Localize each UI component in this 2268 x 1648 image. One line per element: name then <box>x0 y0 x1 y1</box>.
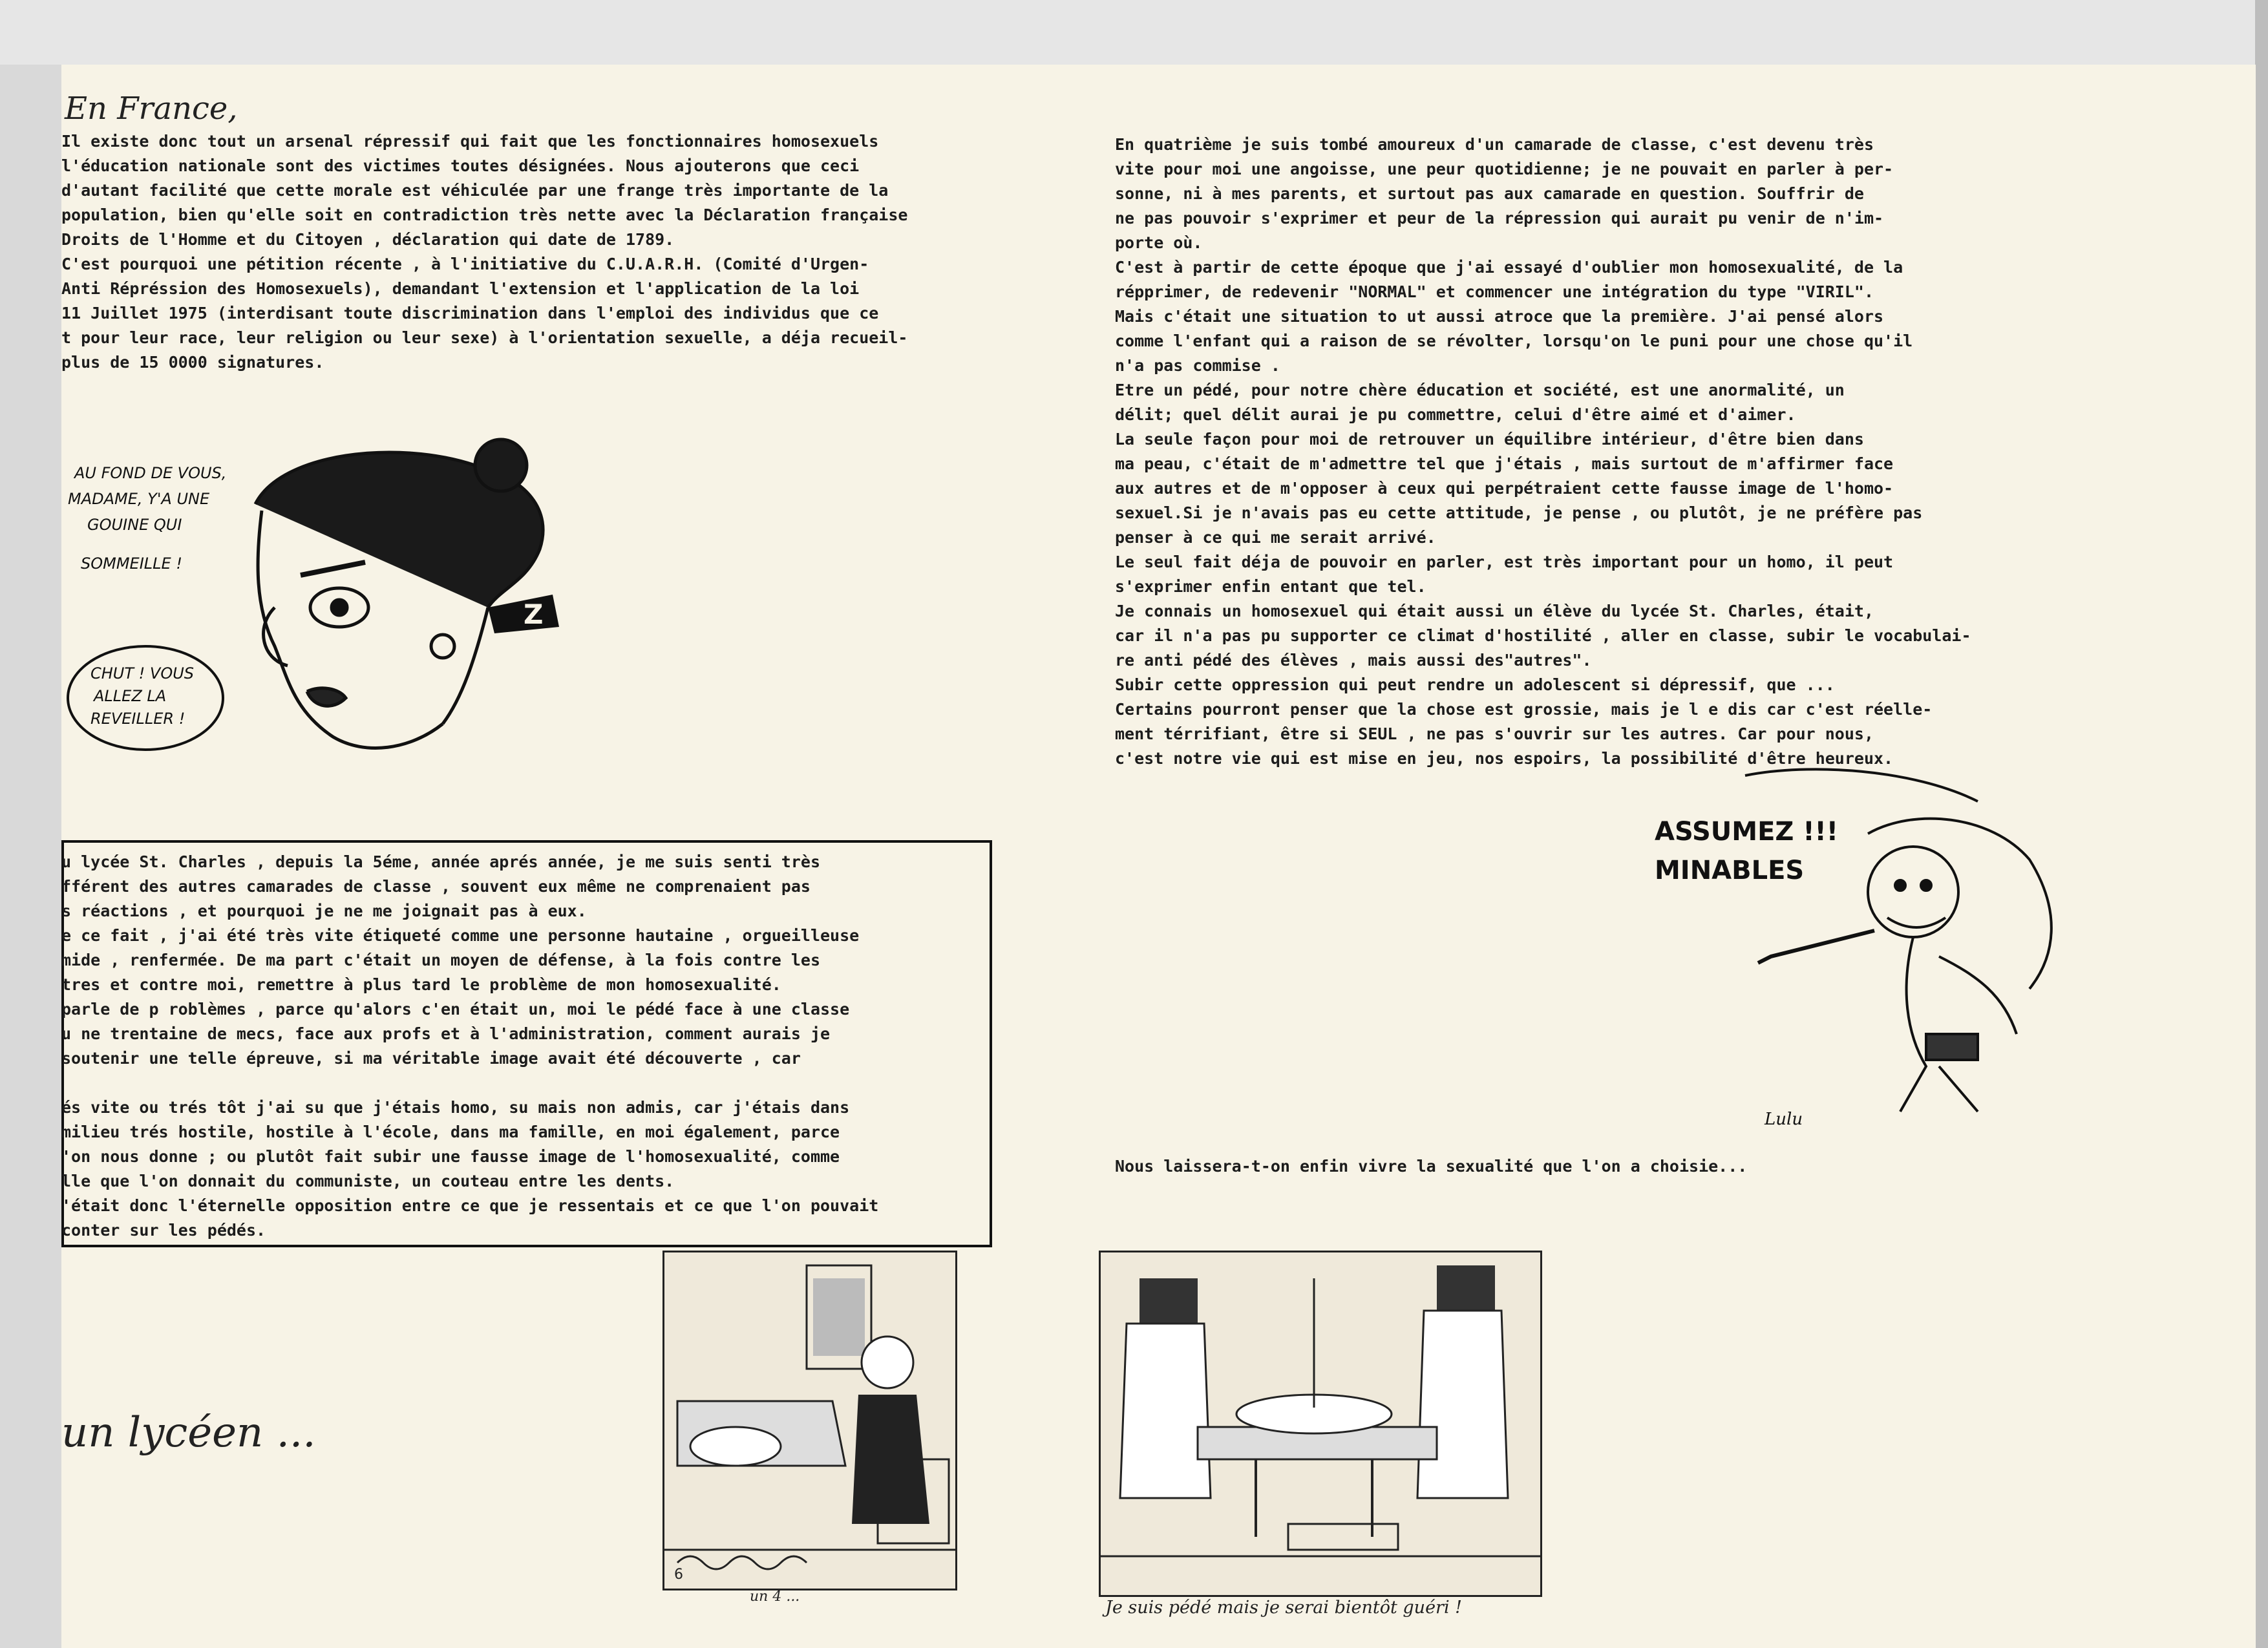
intro-line: Droits de l'Homme et du Citoyen , déclaration qui date de 1789. <box>61 230 675 249</box>
right-text-line: re anti pédé des élèves , mais aussi des"autres". <box>1115 651 1592 670</box>
testimony-line <box>61 1071 878 1095</box>
right-text-line: n'a pas commise . <box>1115 356 1280 375</box>
testimony-line: u lycée St. Charles , depuis la 5éme, année aprés année, je me suis senti très <box>61 852 820 871</box>
testimony-line: s réactions , et pourquoi je ne me joignait pas à eux. <box>61 902 587 920</box>
right-text-line: sexuel.Si je n'avais pas eu cette attitude, je pense , ou plutôt, je ne préfère pas <box>1115 503 1923 522</box>
closing-line: Nous laissera-t-on enfin vivre la sexualité que l'on a choisie... <box>1115 1157 1748 1176</box>
testimony-line: e ce fait , j'ai été très vite étiqueté comme une personne hautaine , orgueilleuse <box>61 926 860 945</box>
author-signature: un lycéen ... <box>61 1409 316 1457</box>
intro-paragraph <box>61 129 907 375</box>
right-text-line: ment térrifiant, être si SEUL , ne pas s'ouvrir sur les autres. Car pour nous, <box>1115 724 1874 743</box>
right-text-line: Le seul fait déja de pouvoir en parler, est très important pour un homo, il peut <box>1115 553 1894 571</box>
right-text-line: La seule façon pour moi de retrouver un équilibre intérieur, d'être bien dans <box>1115 430 1864 449</box>
right-text-line: C'est à partir de cette époque que j'ai essayé d'oublier mon homosexualité, de la <box>1115 258 1903 277</box>
testimony-line: lle que l'on donnait du communiste, un couteau entre les dents. <box>61 1172 675 1190</box>
testimony-line: mide , renfermée. De ma part c'était un moyen de défense, à la fois contre les <box>61 951 820 969</box>
intro-line: d'autant facilité que cette morale est véhiculée par une frange très importante de la <box>61 181 889 200</box>
right-text-line: s'exprimer enfin entant que tel. <box>1115 577 1426 596</box>
intro-line: population, bien qu'elle soit en contradiction très nette avec la Déclaration française <box>61 206 908 224</box>
right-text-line: Subir cette oppression qui peut rendre un adolescent si dépressif, que ... <box>1115 675 1835 694</box>
speech-1-line-2: MADAME, Y'A UNE <box>68 490 210 508</box>
comic-panel-2 <box>1099 1251 1542 1597</box>
comic-1-page-number: 6 <box>674 1567 683 1583</box>
right-text-line: répprimer, de redevenir "NORMAL" et commencer une intégration du type "VIRIL". <box>1115 282 1874 301</box>
cartoon-creature-illustration <box>1642 763 2068 1137</box>
intro-line: plus de 15 0000 signatures. <box>61 353 324 372</box>
scan-background-right <box>2255 0 2268 1648</box>
right-text-line: car il n'a pas pu supporter ce climat d'hostilité , aller en classe, subir le vocabulai- <box>1115 626 1971 645</box>
creature-speech-line-2: MINABLES <box>1655 856 1805 885</box>
testimony-line: milieu trés hostile, hostile à l'école, dans ma famille, en moi également, parce <box>61 1123 840 1141</box>
comic-1-caption: un 4 ... <box>750 1589 800 1605</box>
right-text-line: Certains pourront penser que la chose est grossie, mais je l e dis car c'est réelle- <box>1115 700 1933 719</box>
right-text-line: porte où. <box>1115 233 1203 252</box>
right-text-line: penser à ce qui me serait arrivé. <box>1115 528 1436 547</box>
right-text-line: vite pour moi une angoisse, une peur quotidienne; je ne pouvait en parler à per- <box>1115 160 1894 178</box>
intro-line: Il existe donc tout un arsenal répressif qui fait que les fonctionnaires homosexuels <box>61 132 879 151</box>
testimony-line: fférent des autres camarades de classe , souvent eux même ne comprenaient pas <box>61 877 811 896</box>
testimony-line: conter sur les pédés. <box>61 1221 266 1240</box>
intro-line: 11 Juillet 1975 (interdisant toute discrimination dans l'emploi des individus que ce <box>61 304 879 322</box>
cartoon-woman-illustration <box>61 414 617 776</box>
intro-line: C'est pourquoi une pétition récente , à l'initiative du C.U.A.R.H. (Comité d'Urgen- <box>61 255 869 273</box>
right-text-line: Je connais un homosexuel qui était aussi un élève du lycée St. Charles, était, <box>1115 602 1874 620</box>
testimony-line: 'on nous donne ; ou plutôt fait subir une fausse image de l'homosexualité, comme <box>61 1147 840 1166</box>
comic-panel-1 <box>662 1251 957 1590</box>
intro-line: l'éducation nationale sont des victimes toutes désignées. Nous ajouterons que ceci <box>61 156 860 175</box>
speech-1-line-1: AU FOND DE VOUS, <box>74 464 227 482</box>
right-column-text <box>1115 132 1971 771</box>
comic-1-drawing <box>664 1252 955 1589</box>
testimony-line: soutenir une telle épreuve, si ma véritable image avait été découverte , car <box>61 1049 801 1068</box>
creature-speech-line-1: ASSUMEZ !!! <box>1655 817 1839 847</box>
comic-2-drawing <box>1101 1252 1540 1595</box>
right-text-line: aux autres et de m'opposer à ceux qui perpétraient cette fausse image de l'homo- <box>1115 479 1894 498</box>
snore-z: Z <box>524 598 544 630</box>
speech-2-line-1: CHUT ! VOUS <box>90 664 195 682</box>
right-text-line: Mais c'était une situation to ut aussi atroce que la première. J'ai pensé alors <box>1115 307 1884 326</box>
testimony-line: és vite ou trés tôt j'ai su que j'étais homo, su mais non admis, car j'étais dans <box>61 1098 850 1117</box>
right-text-line: sonne, ni à mes parents, et surtout pas aux camarade en question. Souffrir de <box>1115 184 1864 203</box>
right-text-line: comme l'enfant qui a raison de se révolter, lorsqu'on le puni pour une chose qu'il <box>1115 332 1913 350</box>
testimony-line: tres et contre moi, remettre à plus tard le problème de mon homosexualité. <box>61 975 781 994</box>
right-text-line: c'est notre vie qui est mise en jeu, nos espoirs, la possibilité d'être heureux. <box>1115 749 1894 768</box>
speech-1-line-4: SOMMEILLE ! <box>81 555 182 573</box>
right-text-line: En quatrième je suis tombé amoureux d'un camarade de classe, c'est devenu très <box>1115 135 1874 154</box>
right-text-line: Etre un pédé, pour notre chère éducation et société, est une anormalité, un <box>1115 381 1845 399</box>
testimony-text <box>61 850 878 1243</box>
right-text-line: délit; quel délit aurai je pu commettre, celui d'être aimé et d'aimer. <box>1115 405 1796 424</box>
artist-signature: Lulu <box>1765 1110 1803 1129</box>
speech-bubble-top <box>68 464 226 573</box>
testimony-line: parle de p roblèmes , parce qu'alors c'en était un, moi le pédé face à une classe <box>61 1000 850 1019</box>
speech-2-line-3: REVEILLER ! <box>90 710 185 728</box>
intro-line: t pour leur race, leur religion ou leur sexe) à l'orientation sexuelle, a déja recueil- <box>61 328 908 347</box>
comic-2-caption: Je suis pédé mais je serai bientôt guéri ! <box>1105 1598 1463 1618</box>
scan-background-top <box>0 0 2268 65</box>
testimony-line: u ne trentaine de mecs, face aux profs et à l'administration, comment aurais je <box>61 1024 831 1043</box>
speech-2-line-2: ALLEZ LA <box>94 687 167 705</box>
speech-1-line-3: GOUINE QUI <box>87 516 182 534</box>
snore-bubble <box>488 595 559 633</box>
speech-bubble-bottom <box>68 646 223 750</box>
intro-line: Anti Répréssion des Homosexuels), demandant l'extension et l'application de la loi <box>61 279 860 298</box>
right-text-line: ma peau, c'était de m'admettre tel que j'étais , mais surtout de m'affirmer face <box>1115 454 1894 473</box>
left-heading: En France, <box>65 90 238 127</box>
testimony-line: 'était donc l'éternelle opposition entre ce que je ressentais et ce que l'on pouvait <box>61 1196 879 1215</box>
right-text-line: ne pas pouvoir s'exprimer et peur de la répression qui aurait pu venir de n'im- <box>1115 209 1884 227</box>
woman-head-drawing <box>255 439 543 748</box>
